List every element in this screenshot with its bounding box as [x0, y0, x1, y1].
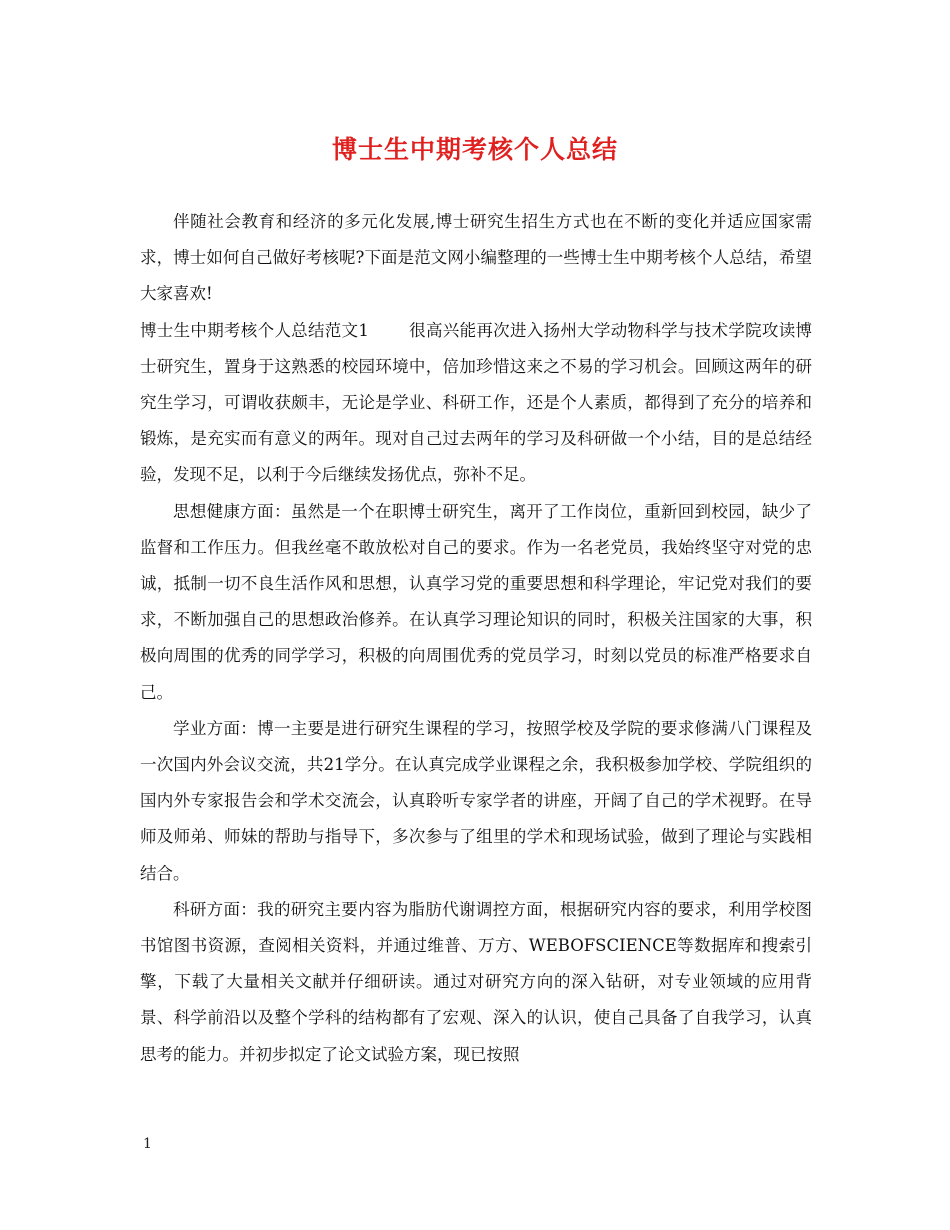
intro-paragraph: 伴随社会教育和经济的多元化发展,博士研究生招生方式也在不断的变化并适应国家需求，博士如何自己做好考核呢?下面是范文网小编整理的一些博士生中期考核个人总结，希望大家喜欢!: [140, 212, 812, 304]
sample-first-paragraph: 很高兴能再次进入扬州大学动物科学与技术学院攻读博士研究生，置身于这熟悉的校园环境中，倍加珍惜这来之不易的学习机会。回顾这两年的研究生学习，可谓收获颇丰，无论是学业、科研工作，还是个人素质，都得到了充分的培养和锻炼，是充实而有意义的两年。现对自己过去两年的学习及科研做一个小结，目的是总结经验，发现不足，以利于今后继续发扬优点，弥补不足。: [140, 320, 813, 485]
sample-heading: 博士生中期考核个人总结范文1: [140, 320, 369, 340]
sample-paragraph: [140, 313, 812, 494]
ideology-paragraph: 思想健康方面：虽然是一个在职博士研究生，离开了工作岗位，重新回到校园，缺少了监督和工作压力。但我丝毫不敢放松对自己的要求。作为一名老党员，我始终坚守对党的忠诚，抵制一切不良生活作风和思想，认真学习党的重要思想和科学理论，牢记党对我们的要求，不断加强自己的思想政治修养。在认真学习理论知识的同时，积极关注国家的大事，积极向周围的优秀的同学学习，积极的向周围优秀的党员学习，时刻以党员的标准严格要求自己。: [140, 501, 812, 702]
document-body: [140, 204, 812, 1073]
academic-paragraph: 学业方面：博一主要是进行研究生课程的学习，按照学校及学院的要求修满八门课程及一次国内外会议交流，共21学分。在认真完成学业课程之余，我积极参加学校、学院组织的国内外专家报告会和学术交流会，认真聆听专家学者的讲座，开阔了自己的学术视野。在导师及师弟、师妹的帮助与指导下，多次参与了组里的学术和现场试验，做到了理论与实践相结合。: [140, 718, 812, 883]
document-title: 博士生中期考核个人总结: [331, 135, 618, 164]
research-paragraph: 科研方面：我的研究主要内容为脂肪代谢调控方面，根据研究内容的要求，利用学校图书馆图书资源，查阅相关资料，并通过维普、万方、WEBOFSCIENCE等数据库和搜索引擎，下载了大量相关文献并仔细研读。通过对研究方向的深入钻研，对专业领域的应用背景、科学前沿以及整个学科的结构都有了宏观、深入的认识，使自己具备了自我学习，认真思考的能力。并初步拟定了论文试验方案，现已按照: [140, 899, 812, 1064]
page-number: 1: [143, 1136, 152, 1152]
